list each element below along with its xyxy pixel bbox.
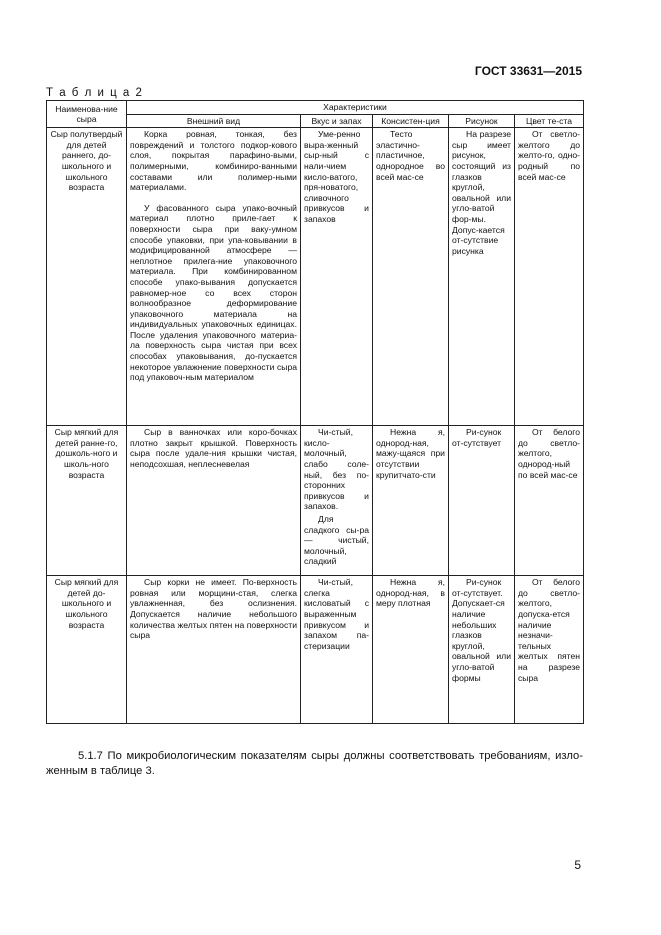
characteristics-table bbox=[46, 100, 584, 724]
cell-consistency: Нежна я, однород-ная, мажу-щаяся при отсутствии крупитчато-сти bbox=[373, 426, 449, 576]
cell-taste: Уме-ренно выра-женный сыр-ный с нали-чием кисло-ватого, пря-новатого, сливочного привкусов и запахов bbox=[301, 128, 373, 426]
cell-pattern: На разрезе сыр имеет рисунок, состоящий из глазков круглой, овальной или угло-ватой фор-мы. Допус-кается от-сутствие рисунка bbox=[449, 128, 515, 426]
header-color: Цвет те-ста bbox=[515, 114, 584, 128]
cell-consistency: Нежна я, однород-ная, в меру плотная bbox=[373, 576, 449, 724]
header-name: Наименова-ние сыра bbox=[47, 101, 127, 128]
table-row bbox=[47, 576, 584, 724]
cell-taste bbox=[301, 426, 373, 576]
cell-pattern: Ри-сунок от-сутствует bbox=[449, 426, 515, 576]
page-number: 5 bbox=[574, 858, 581, 872]
cell-appearance bbox=[127, 426, 301, 576]
cell-name: Сыр мягкий для детей ранне-го, дошколь-ного и школь-ного возраста bbox=[47, 426, 127, 576]
table-subheader-row bbox=[47, 114, 584, 128]
taste-paragraph: Чи-стый, кисло-молочный, слабо соле-ный, без по-сторонних привкусов и запахов. bbox=[304, 427, 369, 512]
header-pattern: Рисунок bbox=[449, 114, 515, 128]
cell-appearance bbox=[127, 576, 301, 724]
standard-number: ГОСТ 33631—2015 bbox=[474, 64, 582, 78]
table-row bbox=[47, 426, 584, 576]
header-characteristics: Характеристики bbox=[127, 101, 584, 115]
table-header-row bbox=[47, 101, 584, 115]
table-row bbox=[47, 128, 584, 426]
cell-color: От белого до светло-желтого, однород-ный по всей мас-се bbox=[515, 426, 584, 576]
clause-5-1-7: 5.1.7 По микробиологическим показателям сыры должны соответствовать требованиям, изло-женным в таблице 3. bbox=[46, 750, 583, 777]
cell-color: От светло-желтого до желто-го, одно-родный по всей мас-се bbox=[515, 128, 584, 426]
cell-appearance bbox=[127, 128, 301, 426]
table-title: Т а б л и ц а 2 bbox=[46, 87, 144, 99]
appearance-paragraph: Корка ровная, тонкая, без повреждений и толстого подкор-кового слоя, покрытая парафино-выми, полимерными, комбиниро-ванными составами или полимер-ными материалами. bbox=[130, 129, 297, 193]
cell-taste: Чи-стый, слегка кисловатый с выраженным привкусом и запахом па-стеризации bbox=[301, 576, 373, 724]
taste-paragraph: Для сладкого сы-ра — чистый, молочный, сладкий bbox=[304, 513, 369, 567]
appearance-paragraph: Сыр в ванночках или коро-бочках плотно закрыт крышкой. Поверхность сыра после удале-ния крышки чистая, неподсохшая, неплесневелая bbox=[130, 427, 297, 469]
cell-name: Сыр полутвердый для детей раннего, до-школьного и школьного возраста bbox=[47, 128, 127, 426]
cell-consistency: Тесто эластично-пластичное, однородное во всей мас-се bbox=[373, 128, 449, 426]
header-appearance: Внешний вид bbox=[127, 114, 301, 128]
cell-name: Сыр мягкий для детей до-школьного и школьного возраста bbox=[47, 576, 127, 724]
appearance-paragraph: Сыр корки не имеет. По-верхность ровная или морщини-стая, слегка увлажненная, без ослизнения. Допускается наличие небольшого количества желтых пятен на поверхности сыра bbox=[130, 577, 297, 641]
cell-pattern: Ри-сунок от-сутствует. Допускает-ся наличие небольших глазков круглой, овальной или угло-ватой формы bbox=[449, 576, 515, 724]
appearance-paragraph: У фасованного сыра упако-вочный материал плотно приле-гает к поверхности сыра при ваку-умном способе упаковки, при упа-ковывании в модифицированной атмосфере — неплотное прилега-ние упаковочного материала. При комбинированном способе упако-вывания допускается равномер-ное со всех сторон волнообразное деформирование упаковочного материала на индивидуальных упаковочных единицах. После удаления упаковочного материа-ла поверхность сыра чистая при всех способах упаковывания, до-пускается некоторое увлажнение поверхности сыра под упаковоч-ным материалом bbox=[130, 202, 297, 383]
cell-color: От белого до светло-желтого, допуска-ется наличие незначи-тельных желтых пятен на разрезе сыра bbox=[515, 576, 584, 724]
header-consistency: Консистен-ция bbox=[373, 114, 449, 128]
header-taste: Вкус и запах bbox=[301, 114, 373, 128]
